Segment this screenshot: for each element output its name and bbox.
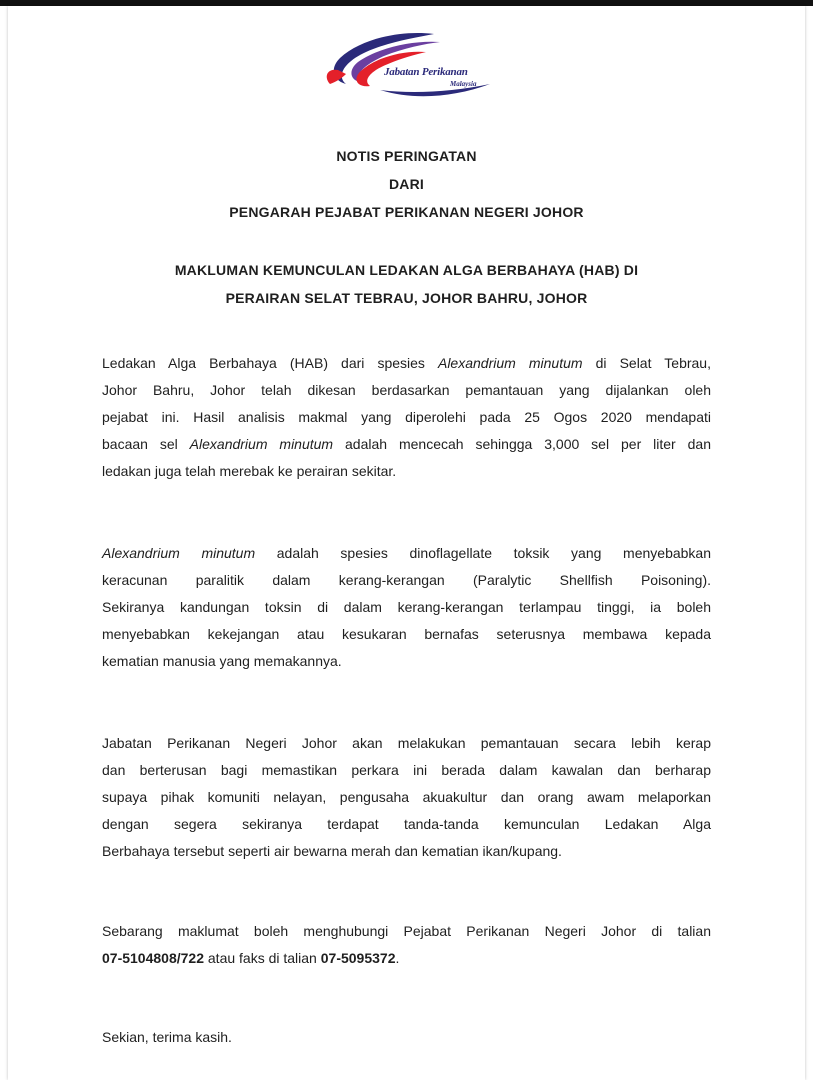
paragraph-3 (102, 730, 711, 865)
paragraph-1-line-3: pejabat ini. Hasil analisis makmal yang diperolehi pada 25 Ogos 2020 mendapati (102, 409, 711, 425)
paragraph-4-line-2: 07-5104808/722 atau faks di talian 07-5095372. (102, 950, 400, 966)
paragraph-3-line-1: Jabatan Perikanan Negeri Johor akan melakukan pemantauan secara lebih kerap (102, 735, 711, 751)
paragraph-3-line-5: Berbahaya tersebut seperti air bewarna merah dan kematian ikan/kupang. (102, 843, 562, 859)
paragraph-3-line-3: supaya pihak komuniti nelayan, pengusaha akuakultur dan orang awam melaporkan (102, 789, 711, 805)
paragraph-4-line-1: Sebarang maklumat boleh menghubungi Pejabat Perikanan Negeri Johor di talian (102, 923, 711, 939)
header-title: NOTIS PERINGATAN (336, 148, 477, 164)
paragraph-1-line-1: Ledakan Alga Berbahaya (HAB) dari spesies Alexandrium minutum di Selat Tebrau, (102, 355, 711, 371)
closing-text: Sekian, terima kasih. (102, 1029, 232, 1045)
paragraph-2-line-2: keracunan paralitik dalam kerang-kerangan (Paralytic Shellfish Poisoning). (102, 572, 711, 588)
logo-text-name: Jabatan Perikanan (384, 66, 468, 78)
logo-text-country: Malaysia (450, 80, 477, 88)
paragraph-2-line-1: Alexandrium minutum adalah spesies dinoflagellate toksik yang menyebabkan (102, 545, 711, 561)
phone-number: 07-5104808/722 (102, 950, 204, 966)
paragraph-4 (102, 918, 711, 972)
paragraph-1-line-4: bacaan sel Alexandrium minutum adalah mencecah sehingga 3,000 sel per liter dan (102, 436, 711, 452)
paragraph-2-line-4: menyebabkan kekejangan atau kesukaran bernafas seterusnya membawa kepada (102, 626, 711, 642)
paragraph-3-line-2: dan berterusan bagi memastikan perkara ini berada dalam kawalan dan berharap (102, 762, 711, 778)
paragraph-1-line-2: Johor Bahru, Johor telah dikesan berdasarkan pemantauan yang dijalankan oleh (102, 382, 711, 398)
paragraph-1-line-5: ledakan juga telah merebak ke perairan sekitar. (102, 463, 397, 479)
closing-line (102, 1024, 711, 1051)
paragraph-3-line-4: dengan segera sekiranya terdapat tanda-tanda kemunculan Ledakan Alga (102, 816, 711, 832)
paragraph-2-line-5: kematian manusia yang memakannya. (102, 653, 342, 669)
subject-line-2: PERAIRAN SELAT TEBRAU, JOHOR BAHRU, JOHOR (225, 290, 588, 306)
header-sender: PENGARAH PEJABAT PERIKANAN NEGERI JOHOR (229, 204, 584, 220)
paragraph-2 (102, 540, 711, 675)
jabatan-perikanan-logo (322, 28, 502, 108)
paragraph-2-line-3: Sekiranya kandungan toksin di dalam kerang-kerangan terlampau tinggi, ia boleh (102, 599, 711, 615)
subject-line-1: MAKLUMAN KEMUNCULAN LEDAKAN ALGA BERBAHAYA (HAB) DI (174, 262, 639, 278)
fax-number: 07-5095372 (320, 950, 396, 966)
header-from: DARI (388, 176, 425, 192)
paragraph-1 (102, 350, 711, 485)
